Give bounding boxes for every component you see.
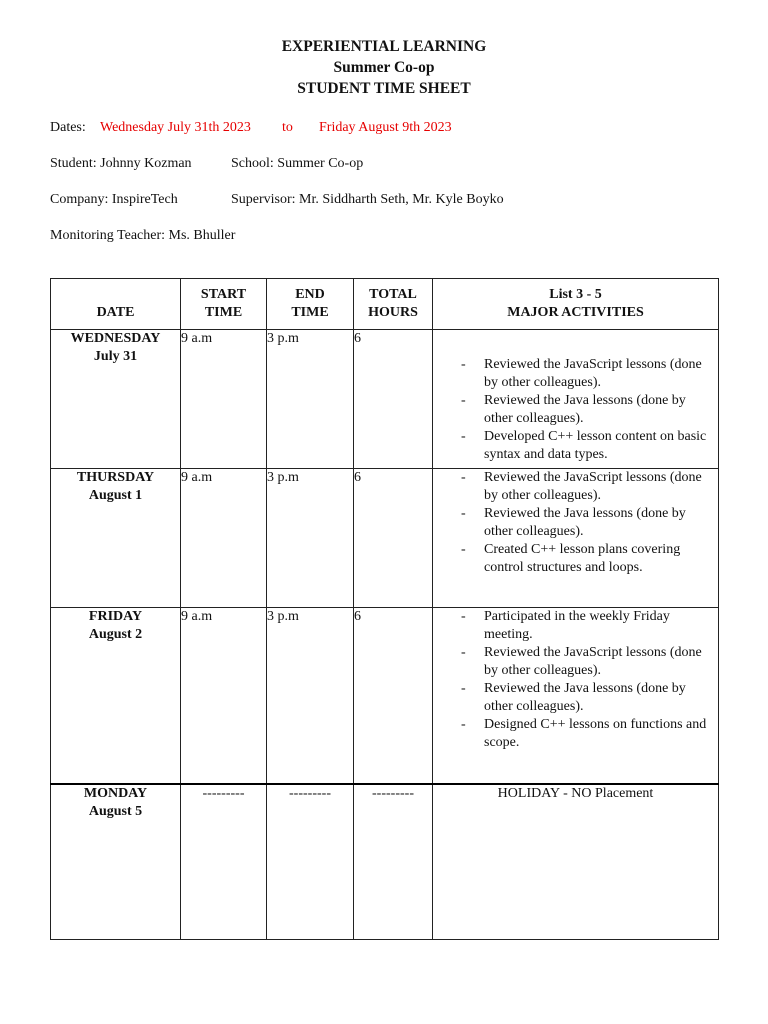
date-cell bbox=[51, 330, 181, 469]
start-time-cell: --------- bbox=[181, 784, 267, 940]
activity-item: - Designed C++ lessons on functions and scope. bbox=[433, 716, 718, 752]
monitoring-teacher: Monitoring Teacher: Ms. Bhuller bbox=[50, 228, 236, 243]
activity-item: - Participated in the weekly Friday meeting. bbox=[433, 608, 718, 644]
start-time-cell: 9 a.m bbox=[181, 469, 267, 608]
activity-item: - Reviewed the Java lessons (done by other colleagues). bbox=[433, 680, 718, 716]
day-date: July 31 bbox=[93, 349, 138, 364]
activity-list bbox=[433, 608, 718, 752]
date-start: Wednesday July 31th 2023 bbox=[100, 120, 251, 135]
activity-item: - Created C++ lesson plans covering control structures and loops. bbox=[433, 541, 718, 577]
start-time-cell: 9 a.m bbox=[181, 608, 267, 784]
activity-list bbox=[433, 356, 718, 464]
day-date: August 5 bbox=[88, 803, 143, 819]
end-time-cell: 3 p.m bbox=[267, 469, 354, 608]
activity-item: - Developed C++ lesson content on basic syntax and data types. bbox=[433, 428, 718, 464]
total-hours-cell: 6 bbox=[354, 330, 433, 469]
date-end: Friday August 9th 2023 bbox=[319, 120, 452, 135]
student-name: Student: Johnny Kozman bbox=[50, 156, 192, 171]
document-title: EXPERIENTIAL LEARNING bbox=[281, 38, 487, 55]
document-header bbox=[0, 36, 768, 99]
table-header-row bbox=[51, 279, 719, 330]
activity-item: - Reviewed the Java lessons (done by other colleagues). bbox=[433, 505, 718, 541]
activity-item: - Reviewed the Java lessons (done by other colleagues). bbox=[433, 392, 718, 428]
day-name: THURSDAY bbox=[76, 470, 155, 485]
end-time-cell: 3 p.m bbox=[267, 608, 354, 784]
date-cell bbox=[51, 469, 181, 608]
day-date: August 1 bbox=[88, 488, 143, 503]
company-name: Company: InspireTech bbox=[50, 192, 178, 207]
activities-cell bbox=[433, 330, 719, 469]
table-row bbox=[51, 469, 719, 608]
header-end-time: END TIME bbox=[267, 279, 354, 330]
table-row bbox=[51, 784, 719, 940]
holiday-note: HOLIDAY - NO Placement bbox=[433, 784, 719, 940]
time-sheet-table bbox=[50, 278, 719, 940]
header-date: DATE bbox=[51, 279, 181, 330]
total-hours-cell: 6 bbox=[354, 608, 433, 784]
student-line bbox=[50, 155, 364, 173]
school-name: School: Summer Co-op bbox=[231, 156, 364, 171]
activity-item: - Reviewed the JavaScript lessons (done by other colleagues). bbox=[433, 356, 718, 392]
start-time-cell: 9 a.m bbox=[181, 330, 267, 469]
end-time-cell: --------- bbox=[267, 784, 354, 940]
supervisor-names: Supervisor: Mr. Siddharth Seth, Mr. Kyle Boyko bbox=[231, 192, 504, 207]
header-major-activities: List 3 - 5 MAJOR ACTIVITIES bbox=[433, 279, 719, 330]
header-start-time: START TIME bbox=[181, 279, 267, 330]
total-hours-cell: --------- bbox=[354, 784, 433, 940]
activity-list bbox=[433, 469, 718, 577]
total-hours-cell: 6 bbox=[354, 469, 433, 608]
company-line bbox=[50, 191, 504, 209]
program-name: Summer Co-op bbox=[333, 59, 435, 76]
date-to: to bbox=[282, 120, 293, 135]
date-cell bbox=[51, 608, 181, 784]
table-row bbox=[51, 608, 719, 784]
activity-item: - Reviewed the JavaScript lessons (done by other colleagues). bbox=[433, 644, 718, 680]
date-cell bbox=[51, 784, 181, 940]
day-name: WEDNESDAY bbox=[70, 331, 161, 346]
table-row bbox=[51, 330, 719, 469]
dates-line bbox=[50, 119, 452, 137]
header-total-hours: TOTAL HOURS bbox=[354, 279, 433, 330]
day-name: MONDAY bbox=[83, 785, 148, 801]
end-time-cell: 3 p.m bbox=[267, 330, 354, 469]
sheet-name: STUDENT TIME SHEET bbox=[297, 80, 471, 97]
activity-item: - Reviewed the JavaScript lessons (done by other colleagues). bbox=[433, 469, 718, 505]
dates-label: Dates: bbox=[50, 120, 86, 135]
day-date: August 2 bbox=[88, 627, 143, 642]
teacher-line bbox=[50, 227, 235, 245]
day-name: FRIDAY bbox=[88, 609, 143, 624]
activities-cell bbox=[433, 608, 719, 784]
activities-cell bbox=[433, 469, 719, 608]
